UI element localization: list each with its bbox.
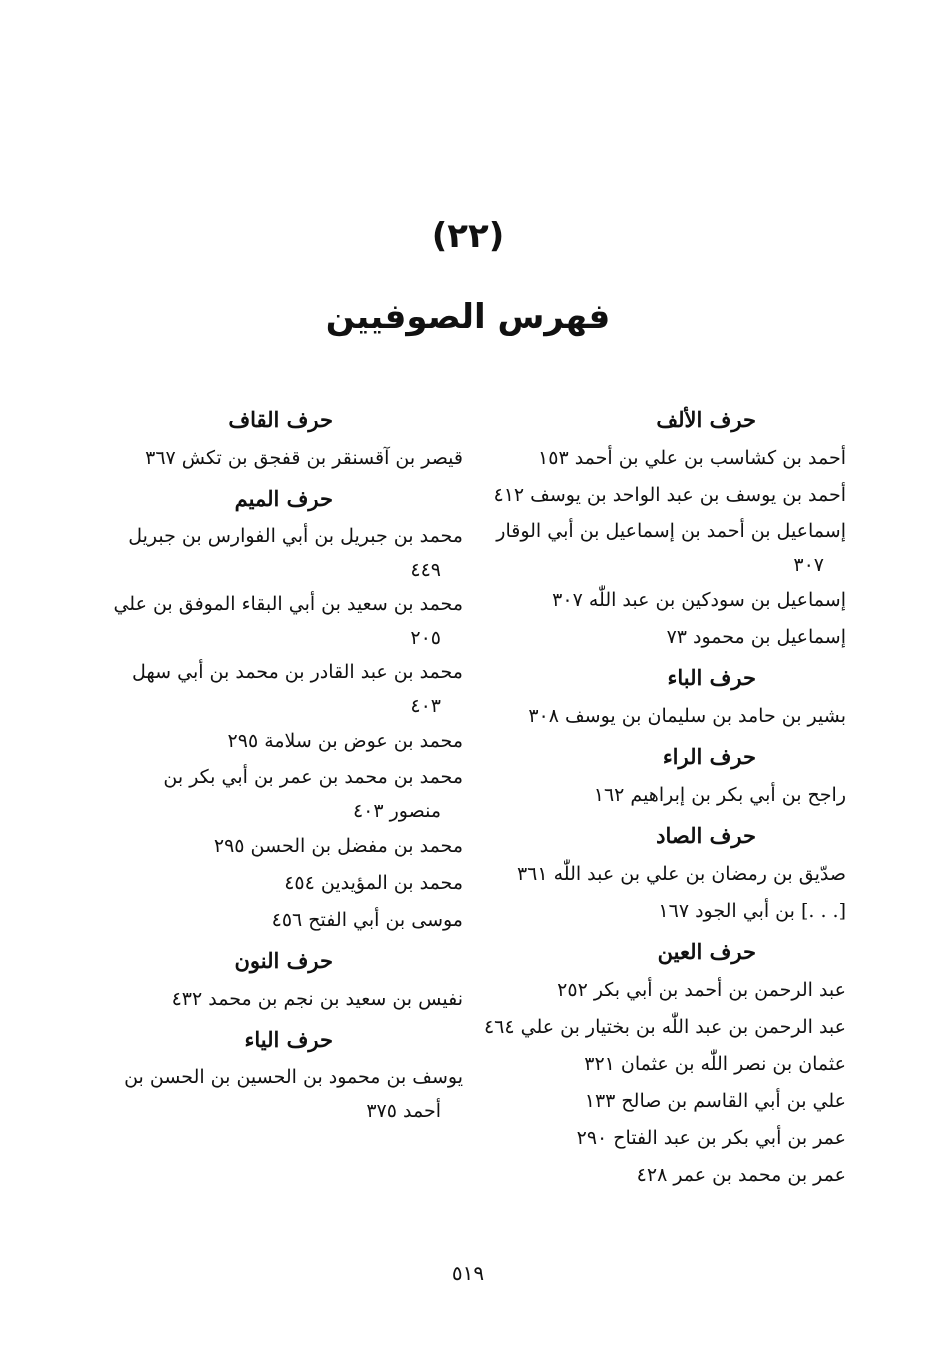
entry-name: إسماعيل بن أحمد بن إسماعيل بن أبي الوقار [496,520,846,542]
entry-name: محمد بن عوض بن سلامة ٢٩٥ [227,730,463,752]
entry-name: موسى بن أبي الفتح ٤٥٦ [271,909,463,931]
page-number: ٥١٩ [451,1261,485,1285]
index-entry [481,440,846,477]
index-entry [481,777,846,814]
index-entry [481,582,846,619]
entry-name: إسماعيل بن سودكين بن عبد اللّٰه ٣٠٧ [552,589,846,611]
entry-name: محمد بن عبد القادر بن محمد بن أبي سهل [132,661,463,683]
section-heading: حرف القاف [228,407,333,432]
entry-continuation: ٢٠٥ [410,627,441,649]
index-entry [481,1120,846,1157]
entry-name: أحمد بن يوسف بن عبد الواحد بن يوسف ٤١٢ [493,484,846,506]
chapter-number: (٢٢) [431,216,505,256]
entry-name: محمد بن مفضل بن الحسن ٢٩٥ [213,835,463,857]
section-heading: حرف الميم [234,486,333,511]
entry-continuation: ٣٠٧ [793,554,824,576]
index-entry [95,723,463,760]
section-heading: حرف الباء [667,665,756,690]
index-entry [481,619,846,656]
entry-name: محمد بن محمد بن عمر بن أبي بكر بن [163,766,463,788]
section-heading: حرف الياء [244,1027,333,1052]
entry-name: إسماعيل بن محمود ٧٣ [666,626,846,648]
entry-name: محمد بن سعيد بن أبي البقاء الموفق بن علي [113,593,463,615]
index-entry [95,1060,463,1128]
index-entry [481,972,846,1009]
entry-name: نفيس بن سعيد بن نجم بن محمد ٤٣٢ [171,988,463,1010]
entry-name: أحمد بن كشاسب بن علي بن أحمد ١٥٣ [538,447,846,469]
entry-name: محمد بن جبريل بن أبي الفوارس بن جبريل [128,525,463,547]
index-entry [481,698,846,735]
index-entry [95,587,463,655]
entry-name: عمر بن محمد بن عمر ٤٢٨ [636,1164,846,1186]
entry-continuation: أحمد ٣٧٥ [366,1100,441,1122]
index-entry [481,893,846,930]
index-entry [481,514,846,582]
index-entry [481,1009,846,1046]
entry-continuation: ٤٤٩ [410,559,441,581]
letter-section [481,402,846,656]
letter-section [95,481,463,939]
index-entry [95,902,463,939]
index-entry [95,828,463,865]
section-heading: حرف العين [657,939,756,964]
entry-name: محمد بن المؤيدين ٤٥٤ [284,872,463,894]
index-entry [481,856,846,893]
index-entry [95,440,463,477]
section-heading: حرف الألف [656,407,756,432]
index-entry [95,865,463,902]
entry-name: صدّيق بن رمضان بن علي بن عبد اللّٰه ٣٦١ [516,863,846,885]
entry-name: عبد الرحمن بن أحمد بن أبي بكر ٢٥٢ [557,979,846,1001]
entry-name: علي بن أبي القاسم بن صالح ١٣٣ [584,1090,846,1112]
letter-section [481,739,846,814]
entry-name: عمر بن أبي بكر بن عبد الفتاح ٢٩٠ [576,1127,846,1149]
entry-name: راجح بن أبي بكر بن إبراهيم ١٦٢ [593,784,846,806]
section-heading: حرف الراء [662,744,756,769]
index-entry [481,1083,846,1120]
page-title: فهرس الصوفيين [325,297,611,337]
entry-name: عبد الرحمن بن عبد اللّٰه بن بختيار بن علي ٤٦٤ [483,1016,846,1038]
section-heading: حرف الصاد [656,823,756,848]
entry-name: بشير بن حامد بن سليمان بن يوسف ٣٠٨ [528,705,846,727]
index-entry [95,655,463,723]
section-heading: حرف النون [234,948,333,973]
letter-section [95,402,463,477]
index-entry [95,760,463,828]
entry-name: [. . .] بن أبي الجود ١٦٧ [658,900,846,922]
entry-continuation: ٤٠٣ [410,695,441,717]
letter-section [95,1022,463,1128]
index-entry [481,1157,846,1194]
letter-section [481,934,846,1194]
left-column [95,398,463,1128]
entry-continuation: منصور ٤٠٣ [352,800,441,822]
entry-name: عثمان بن نصر اللّٰه بن عثمان ٣٢١ [584,1053,846,1075]
index-entry [481,1046,846,1083]
entry-name: قيصر بن آقسنقر بن قفجق بن تكش ٣٦٧ [145,447,463,469]
letter-section [481,818,846,930]
index-entry [95,519,463,587]
letter-section [95,943,463,1018]
entry-name: يوسف بن محمود بن الحسين بن الحسن بن [124,1066,463,1088]
index-entry [481,477,846,514]
letter-section [481,660,846,735]
right-column [481,398,846,1194]
index-entry [95,981,463,1018]
